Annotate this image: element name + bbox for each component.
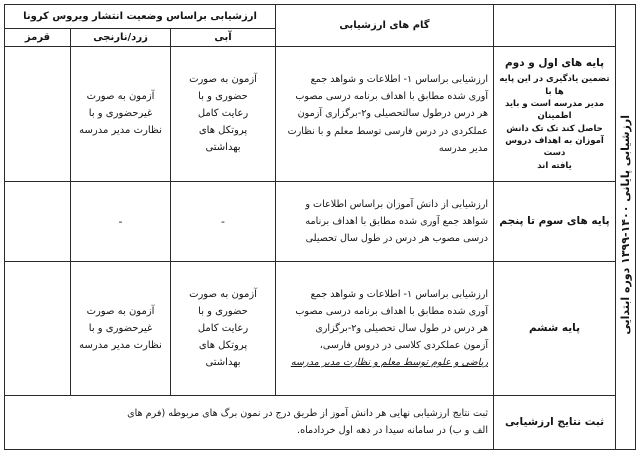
header-empty-cell (494, 5, 616, 47)
grade-note-line: حاصل کند تک تک دانش (506, 123, 603, 134)
final-label: ثبت نتایج ارزشیابی (494, 395, 616, 449)
blue-cell: - (171, 181, 276, 261)
yellow-orange-cell (71, 262, 171, 396)
grade-note-line: یافته اند (537, 160, 572, 171)
blue-line: رعایت کامل (197, 108, 249, 120)
side-label-cell (616, 5, 636, 450)
step-line: هر درس در طول سال تحصیلی و۲-برگزاری (315, 322, 489, 334)
step-line: درسی مصوب هر درس در طول سال تحصیلی (305, 232, 489, 244)
table-row (5, 181, 636, 261)
blue-line: آزمون به صورت (189, 74, 257, 86)
blue-cell (171, 262, 276, 396)
grade-cell: پایه ششم (494, 262, 616, 396)
yo-line: آزمون به صورت (86, 305, 155, 317)
header-blue: آبی (171, 29, 276, 47)
final-text-cell (5, 395, 494, 449)
yellow-orange-cell: - (71, 181, 171, 261)
step-line: شواهد جمع آوری شده مطابق با اهداف برنامه (305, 215, 489, 227)
blue-line: پروتکل های (198, 125, 248, 137)
header-corona: ارزشیابی براساس وضعیت انتشار ویروس کرونا (5, 5, 276, 29)
blue-line: آزمون به صورت (189, 288, 257, 300)
step-line: ریاضی و علوم توسط معلم و نظارت مدیر مدرسه (290, 357, 489, 369)
yo-line: غیرحضوری و با (88, 322, 153, 334)
step-line: مدیر مدرسه (438, 142, 489, 154)
grade-note-line: مدیر مدرسه است و باید اطمینان (504, 98, 605, 122)
evaluation-table (4, 4, 636, 450)
yo-line: نظارت مدیر مدرسه (79, 339, 162, 351)
blue-line: حضوری و با (198, 91, 248, 103)
table-row (5, 262, 636, 396)
grade-title: پایه های اول و دوم (504, 57, 605, 70)
blue-line: بهداشتی (205, 356, 241, 368)
step-line: ارزشیابی براساس ۱- اطلاعات و شواهد جمع (310, 288, 489, 300)
header-red: قرمز (5, 29, 71, 47)
step-line: آزمون عملکردی کلاسی در دروس فارسی، (319, 339, 489, 351)
yo-line: آزمون به صورت (86, 91, 155, 103)
step-line: آوری شده مطابق با اهداف برنامه درسی مصوب (295, 91, 489, 103)
grade-note-line: تضمین یادگیری در این پایه ها با (499, 74, 610, 97)
yo-line: نظارت مدیر مدرسه (79, 125, 162, 137)
grade-cell: پایه های سوم تا پنجم (494, 181, 616, 261)
step-cell (276, 47, 494, 182)
yellow-orange-cell (71, 47, 171, 182)
step-line: ارزشیابی از دانش آموزان براساس اطلاعات و (305, 198, 489, 210)
header-yellow-orange: زرد/نارنجی (71, 29, 171, 47)
side-label: ارزشیابی پایانی ۱۴۰۰-۱۳۹۹ دوره ابتدایی (618, 115, 632, 335)
step-line: هر درس درطول سالتحصیلی و۲-برگزاری آزمون (297, 108, 489, 120)
step-line: ارزشیابی براساس ۱- اطلاعات و شواهد جمع (310, 74, 489, 86)
step-cell (276, 181, 494, 261)
red-cell (5, 47, 71, 182)
step-cell (276, 262, 494, 396)
blue-line: حضوری و با (198, 305, 248, 317)
blue-line: پروتکل های (198, 339, 248, 351)
final-line: ثبت نتایج ارزشیابی نهایی هر دانش آموز از طریق درج در نمون برگ های مربوطه (فرم های (127, 408, 489, 420)
yo-line: غیرحضوری و با (88, 108, 153, 120)
table-row (5, 47, 636, 182)
red-cell (5, 181, 71, 261)
red-cell (5, 262, 71, 396)
blue-line: بهداشتی (205, 142, 241, 154)
header-steps: گام های ارزشیابی (276, 5, 494, 47)
blue-cell (171, 47, 276, 182)
step-line: آوری شده مطابق با اهداف برنامه درسی مصوب (295, 305, 489, 317)
final-line: الف و ب) در سامانه سیدا در دهه اول خردادماه. (297, 425, 489, 437)
blue-line: رعایت کامل (197, 322, 249, 334)
step-line: عملکردی در درس فارسی توسط معلم و با نظارت (287, 125, 489, 137)
grade-note-line: آموزان به اهداف دروس دست (505, 135, 604, 159)
table-row (5, 395, 636, 449)
grade-cell (494, 47, 616, 182)
